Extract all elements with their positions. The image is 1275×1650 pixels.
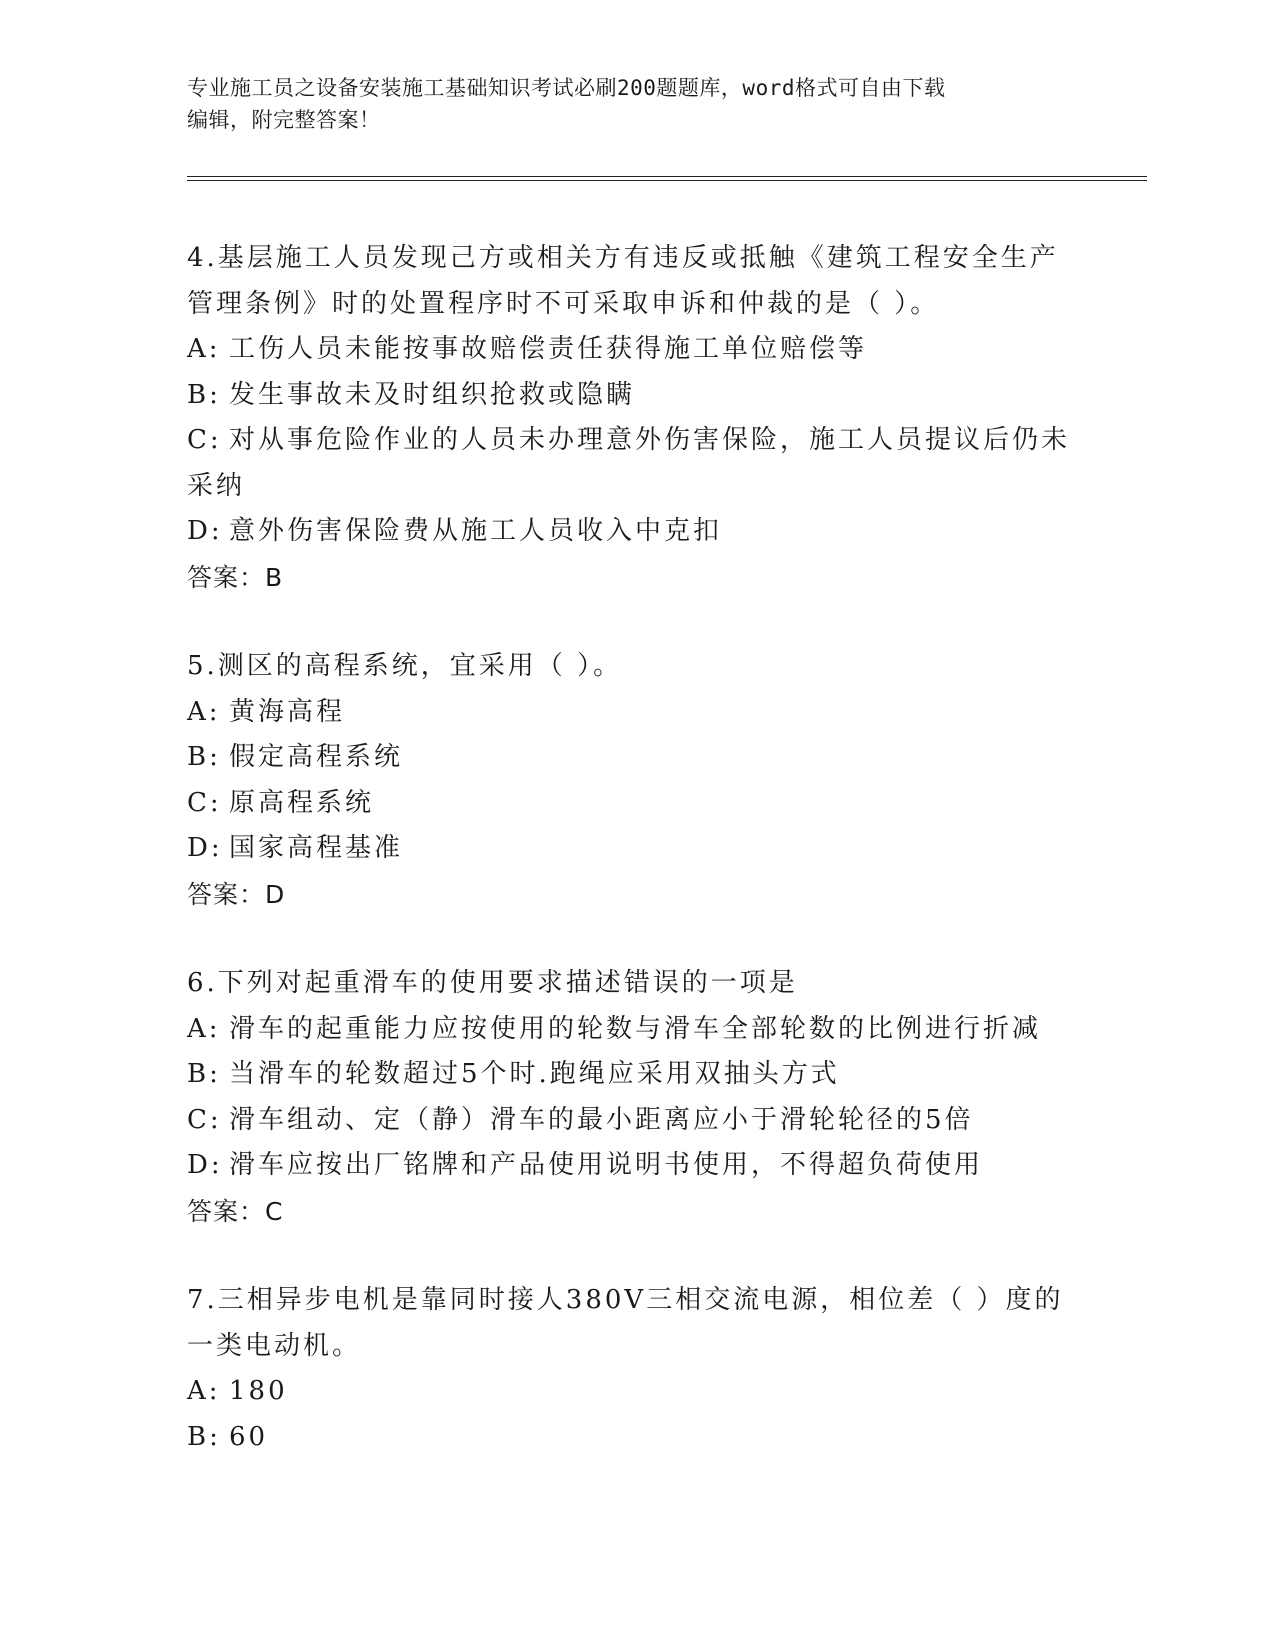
question-stem: 6.下列对起重滑车的使用要求描述错误的一项是 bbox=[187, 968, 798, 998]
document-header bbox=[187, 72, 1087, 136]
option-text: 意外伤害保险费从施工人员收入中克扣 bbox=[229, 516, 723, 546]
question-6 bbox=[187, 961, 1087, 1234]
header-divider bbox=[187, 176, 1147, 181]
question-stem-continued: 一类电动机。 bbox=[187, 1330, 362, 1361]
header-title-line-1: 专业施工员之设备安装施工基础知识考试必刷200题题库，word格式可自由下载 bbox=[187, 76, 946, 100]
option-c bbox=[187, 418, 1087, 464]
option-key: C: bbox=[187, 425, 222, 455]
option-text: 滑车组动、定（静）滑车的最小距离应小于滑轮轮径的5倍 bbox=[229, 1104, 974, 1135]
question-5 bbox=[187, 644, 1087, 917]
option-c bbox=[187, 1098, 1087, 1144]
option-d bbox=[187, 509, 1087, 555]
option-key: D: bbox=[187, 516, 223, 546]
option-key: B: bbox=[187, 1059, 221, 1089]
option-text: 工伤人员未能按事故赔偿责任获得施工单位赔偿等 bbox=[229, 334, 868, 364]
option-text: 当滑车的轮数超过5个时.跑绳应采用双抽头方式 bbox=[229, 1059, 840, 1089]
option-key: C: bbox=[187, 787, 222, 818]
option-text: 国家高程基准 bbox=[229, 833, 404, 863]
option-c-continued: 采纳 bbox=[187, 470, 246, 501]
option-text: 滑车的起重能力应按使用的轮数与滑车全部轮数的比例进行折减 bbox=[229, 1013, 1042, 1044]
answer-label: 答案：B bbox=[187, 562, 284, 592]
option-d bbox=[187, 826, 1087, 872]
option-text: 发生事故未及时组织抢救或隐瞒 bbox=[229, 379, 636, 410]
option-text: 原高程系统 bbox=[229, 787, 375, 818]
option-key: A: bbox=[187, 334, 221, 364]
option-text: 假定高程系统 bbox=[229, 742, 404, 772]
option-key: D: bbox=[187, 1150, 223, 1180]
question-stem: 4.基层施工人员发现己方或相关方有违反或抵触《建筑工程安全生产 bbox=[187, 243, 1059, 273]
option-a bbox=[187, 1369, 1087, 1415]
option-text: 60 bbox=[229, 1421, 269, 1452]
question-4 bbox=[187, 236, 1087, 600]
option-key: B: bbox=[187, 379, 221, 410]
option-key: A: bbox=[187, 696, 221, 727]
question-stem: 5.测区的高程系统，宜采用（ ）。 bbox=[187, 651, 623, 681]
option-b bbox=[187, 735, 1087, 781]
option-text: 滑车应按出厂铭牌和产品使用说明书使用，不得超负荷使用 bbox=[229, 1150, 984, 1180]
option-text: 对从事危险作业的人员未办理意外伤害保险，施工人员提议后仍未 bbox=[229, 425, 1071, 455]
option-key: A: bbox=[187, 1376, 221, 1406]
option-a bbox=[187, 1007, 1087, 1053]
option-key: C: bbox=[187, 1104, 222, 1135]
option-text: 180 bbox=[229, 1376, 288, 1406]
header-title-line-2: 编辑，附完整答案！ bbox=[187, 108, 381, 132]
option-b bbox=[187, 1415, 1087, 1461]
option-key: D: bbox=[187, 833, 223, 863]
answer-label: 答案：C bbox=[187, 1196, 284, 1226]
option-key: A: bbox=[187, 1013, 221, 1044]
question-7 bbox=[187, 1278, 1087, 1460]
option-c bbox=[187, 781, 1087, 827]
question-stem: 7.三相异步电机是靠同时接人380V三相交流电源，相位差（ ）度的 bbox=[187, 1285, 1064, 1315]
option-b bbox=[187, 373, 1087, 419]
question-list bbox=[187, 236, 1087, 1504]
option-a bbox=[187, 327, 1087, 373]
option-key: B: bbox=[187, 742, 221, 772]
option-d bbox=[187, 1143, 1087, 1189]
question-stem-continued: 管理条例》时的处置程序时不可采取申诉和仲裁的是（ ）。 bbox=[187, 288, 940, 319]
option-b bbox=[187, 1052, 1087, 1098]
answer-label: 答案：D bbox=[187, 879, 286, 909]
option-a bbox=[187, 690, 1087, 736]
option-text: 黄海高程 bbox=[229, 696, 346, 727]
option-key: B: bbox=[187, 1421, 221, 1452]
